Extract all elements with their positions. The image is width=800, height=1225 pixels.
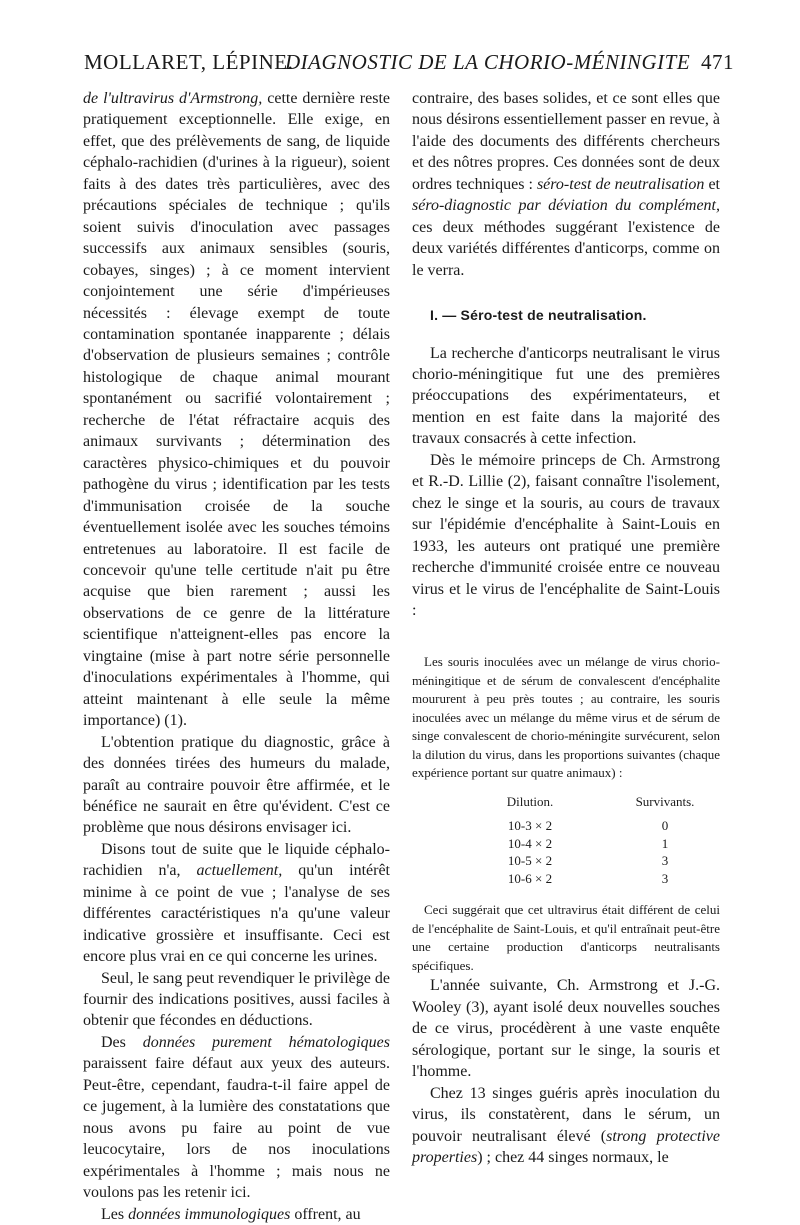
paragraph [412, 88, 720, 281]
survivors-cell: 0 [661, 818, 669, 834]
italic-text: actuellement, [196, 862, 283, 880]
dilution-cell: 10-4 × 2 [507, 835, 553, 851]
paragraph-text: Les [101, 1205, 129, 1223]
paragraph-text: ) ; chez 44 singes normaux, le [477, 1149, 669, 1167]
section-heading: I. — Séro-test de neutralisation. [430, 307, 647, 324]
paragraph [83, 88, 390, 732]
paragraph [83, 1032, 390, 1204]
paragraph: L'obtention pratique du diagnostic, grâce à des données tirées des humeurs du malade, paraît au contraire pouvoir être affirmée, et le bénéfice ne saurait en être qu'évident. C'est ce problème que nous désirons envisager ici. [83, 733, 390, 837]
paragraph [83, 839, 390, 968]
left-column [83, 88, 390, 1225]
paragraph-text: et [704, 175, 721, 193]
paragraph-text: ces deux méthodes suggérant l'existence de deux variétés différentes d'anticorps, comme on le verra. [412, 218, 720, 279]
header-title: DIAGNOSTIC DE LA CHORIO-MÉNINGITE [285, 50, 691, 74]
table-row [470, 817, 720, 835]
paragraph-text: Disons tout de suite que le liquide céphalo-rachidien n'a, [83, 840, 390, 880]
table-header-dilution: Dilution. [506, 793, 554, 809]
excerpt-paragraph: Les souris inoculées avec un mélange de virus chorio-méningitique et de sérum de convalescent d'encéphalite moururent à peu près toutes ; au contraire, les souris inoculées avec un mélange du même virus et de sérum de singe convalescent de chorio-méningite survécurent, selon la dilution du virus, dans les proportions suivantes (chaque expérience portant sur quatre animaux) : [412, 654, 720, 781]
paragraph-text: Des [101, 1033, 143, 1051]
paragraph: La recherche d'anticorps neutralisant le virus chorio-méningitique fut une des premières préoccupations des expérimentateurs, et mention en est faite dans la majorité des travaux consacrés à cette infection. [412, 344, 720, 448]
dilution-table [470, 793, 720, 888]
table-row [470, 835, 720, 853]
table-header-survivors: Survivants. [635, 793, 695, 809]
survivors-cell: 3 [661, 853, 669, 869]
header-authors: MOLLARET, LÉPINE. [84, 50, 294, 74]
italic-text: séro-diagnostic par déviation du complément, [412, 197, 720, 215]
quoted-excerpt [412, 653, 720, 975]
paragraph [412, 1083, 720, 1169]
table-row [470, 852, 720, 870]
table-row [470, 870, 720, 888]
dilution-cell: 10-6 × 2 [507, 870, 553, 886]
paragraph: L'année suivante, Ch. Armstrong et J.-G. Wooley (3), ayant isolé deux nouvelles souches de ce virus, procédèrent à une vaste enquête sérologique, portant sur le singe, la souris et l'homme. [412, 977, 720, 1081]
italic-text: de l'ultravirus d'Armstrong, [83, 90, 263, 107]
italic-text: strong protective properties [412, 1127, 720, 1167]
paragraph-text: Chez 13 singes guéris après inoculation du virus, ils constatèrent, dans le sérum, un pouvoir neutralisant élevé ( [412, 1084, 720, 1145]
paragraph: Dès le mémoire princeps de Ch. Armstrong et R.-D. Lillie (2), faisant connaître l'isolement, chez le singe et la souris, au cours de travaux sur l'épidémie d'encéphalite à Saint-Louis en 1933, les auteurs ont pratiqué une première recherche d'immunité croisée entre ce nouveau virus et le virus de l'encéphalite de Saint-Louis : [412, 451, 720, 619]
paragraph-text: offrent, au [290, 1205, 361, 1223]
right-column [412, 88, 720, 1169]
excerpt-paragraph: Ceci suggérait que cet ultravirus était différent de celui de l'encéphalite de Saint-Louis, et qu'il entraînait peut-être une certaine production d'anticorps neutralisants spécifiques. [412, 902, 720, 973]
dilution-cell: 10-5 × 2 [507, 853, 553, 869]
italic-text: données purement hématologiques [142, 1033, 390, 1051]
paragraph [83, 1204, 390, 1225]
paragraph-text: qu'un intérêt minime à ce point de vue ; l'analyse de ses différentes caractéristiques n'a qu'une valeur indicative grossière et insuffisante. Ceci est encore plus vrai en ce qui concerne les urines. [83, 862, 390, 966]
survivors-cell: 1 [661, 835, 669, 851]
survivors-cell: 3 [661, 870, 669, 886]
paragraph-text: paraissent faire défaut aux yeux des auteurs. Peut-être, cependant, faudra-t-il faire appel de ce jugement, à la lumière des constatations que nous avons pu faire au point de vue leucocytaire, lors de nos inoculations expérimentales à l'homme ; mais nous ne voulons pas les retenir ici. [83, 1055, 390, 1202]
paragraph-text: contraire, des bases solides, et ce sont elles que nous désirons essentiellement passer en revue, à l'aide des documents des différents chercheurs et des nôtres propres. Ces données sont de deux ordres techniques : [412, 90, 720, 193]
running-header [84, 50, 734, 80]
dilution-cell: 10-3 × 2 [507, 818, 553, 834]
italic-text: données immunologiques [128, 1205, 291, 1223]
page-number: 471 [701, 50, 734, 74]
italic-text: séro-test de neutralisation [536, 175, 705, 193]
paragraph-text: cette dernière reste pratiquement exceptionnelle. Elle exige, en effet, que des prélèvements de sang, de liquide céphalo-rachidien (d'urines à la rigueur), soient faits à des dates très particulières, avec des précautions spéciales de technique ; qu'ils soient suivis d'inoculation avec passages successifs aux animaux sensibles (souris, cobayes, singes) ; à ce moment intervient conjointement une série d'impérieuses nécessités : élevage exempt de toute contamination spontanée inapparente ; délais d'observation de plusieurs semaines ; contrôle histologique de chaque animal mourant spontanément ou sacrifié volontairement ; recherche de l'état réfractaire acquis des animaux survivants ; détermination des caractères physico-chimiques et du pouvoir pathogène du virus ; identification par les tests d'immunisation croisée de la souche éventuellement isolée avec les souches témoins entretenues au laboratoire. Il est facile de concevoir qu'une telle certitude n'ait pu être acquise que bien rarement ; aussi les observations de ce genre de la littérature scientifique n'atteignent-elles pas encore la vingtaine (mise à part notre série personnelle d'inoculations expérimentales à l'homme, qui atteint maintenant à elle seule la même importance) (1). [83, 90, 390, 730]
paragraph: Seul, le sang peut revendiquer le privilège de fournir des indications positives, aussi faciles à obtenir que fécondes en déductions. [83, 969, 390, 1030]
